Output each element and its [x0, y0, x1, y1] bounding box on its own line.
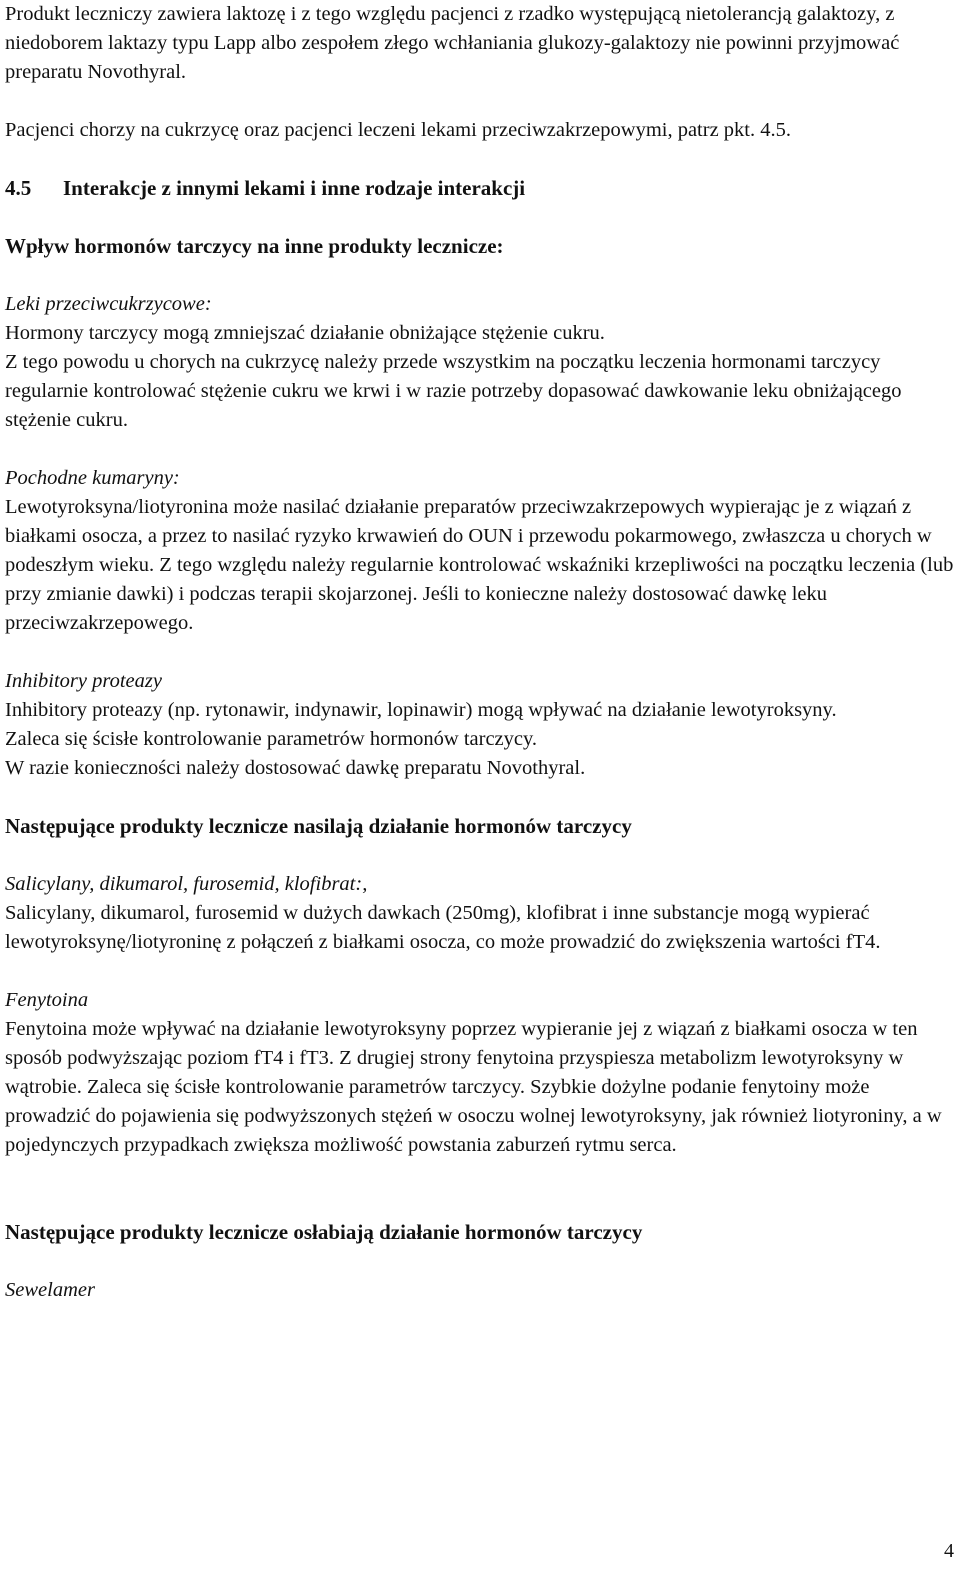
- protease-line-1: Inhibitory proteazy (np. rytonawir, indynawir, lopinawir) mogą wpływać na działanie lewotyroksyny.: [5, 699, 837, 721]
- subheading-thyroid-effects: Wpływ hormonów tarczycy na inne produkty lecznicze:: [5, 234, 504, 258]
- spacer: [5, 435, 955, 464]
- intro-lactose-paragraph: Produkt leczniczy zawiera laktozę i z tego względu pacjenci z rzadko występującą nietolerancją galaktozy, z niedoborem laktazy typu Lapp albo zespołem złego wchłaniania glukozy-galaktozy nie powinni przyjmować preparatu Novothyral.: [5, 3, 900, 83]
- coumarins-text: Lewotyroksyna/liotyronina może nasilać działanie preparatów przeciwzakrzepowych wypierając je z wiązań z białkami osocza, a przez to nasilać ryzyko krwawień do OUN i przewodu pokarmowego, zwłaszcza u chorych w podeszłym wieku. Z tego względu należy regularnie kontrolować wskaźniki krzepliwości na początku leczenia (lub przy zmianie dawki) i podczas terapii skojarzonej. Jeśli to konieczne należy dostosować dawkę leku przeciwzakrzepowego.: [5, 496, 954, 634]
- spacer: [5, 1247, 955, 1276]
- phenytoin-text: Fenytoina może wpływać na działanie lewotyroksyny poprzez wypieranie jej z wiązań z białkami osocza w ten sposób podwyższając poziom fT4 i fT3. Z drugiej strony fenytoina przyspiesza metabolizm lewotyroksyny w wątrobie. Zaleca się ścisłe kontrolowanie parametrów tarczycy. Szybkie dożylne podanie fenytoiny może prowadzić do pojawienia się podwyższonych stężeń w osoczu wolnej lewotyroksyny, jak również liotyroniny, a w pojedynczych przypadkach zwiększa możliwość powstania zaburzeń rytmu serca.: [5, 1018, 942, 1156]
- salicylates-label: Salicylany, dikumarol, furosemid, klofibrat:,: [5, 873, 368, 895]
- section-heading: [5, 174, 955, 203]
- spacer: [5, 957, 955, 986]
- sevelamer-label: Sewelamer: [5, 1279, 95, 1301]
- coumarins-label: Pochodne kumaryny:: [5, 467, 180, 489]
- spacer: [5, 1189, 955, 1218]
- antidiabetic-line-1: Hormony tarczycy mogą zmniejszać działanie obniżające stężenie cukru.: [5, 322, 605, 344]
- spacer: [5, 1160, 955, 1189]
- phenytoin-label: Fenytoina: [5, 989, 89, 1011]
- weakening-heading: Następujące produkty lecznicze osłabiają działanie hormonów tarczycy: [5, 1220, 643, 1244]
- antidiabetic-line-2: Z tego powodu u chorych na cukrzycę należy przede wszystkim na początku leczenia hormonami tarczycy regularnie kontrolować stężenie cukru we krwi i w razie potrzeby dopasować dawkowanie leku obniżającego stężenie cukru.: [5, 351, 902, 431]
- intro-diabetes-paragraph: Pacjenci chorzy na cukrzycę oraz pacjenci leczeni lekami przeciwzakrzepowymi, patrz pkt. 4.5.: [5, 119, 791, 141]
- protease-line-3: W razie konieczności należy dostosować dawkę preparatu Novothyral.: [5, 757, 586, 779]
- protease-line-2: Zaleca się ścisłe kontrolowanie parametrów hormonów tarczycy.: [5, 728, 538, 750]
- section-number: 4.5: [5, 176, 32, 200]
- spacer: [5, 841, 955, 870]
- spacer: [5, 638, 955, 667]
- salicylates-text: Salicylany, dikumarol, furosemid w dużych dawkach (250mg), klofibrat i inne substancje mogą wypierać lewotyroksynę/liotyroninę z połączeń z białkami osocza, co może prowadzić do zwiększenia wartości fT4.: [5, 902, 881, 953]
- spacer: [5, 783, 955, 812]
- document-page: [5, 0, 955, 1305]
- protease-label: Inhibitory proteazy: [5, 670, 162, 692]
- spacer: [5, 87, 955, 116]
- section-title: Interakcje z innymi lekami i inne rodzaje interakcji: [63, 176, 526, 200]
- page-number: 4: [944, 1540, 954, 1562]
- antidiabetic-label: Leki przeciwcukrzycowe:: [5, 293, 212, 315]
- enhancing-heading: Następujące produkty lecznicze nasilają działanie hormonów tarczycy: [5, 814, 632, 838]
- spacer: [5, 145, 955, 174]
- spacer: [5, 261, 955, 290]
- spacer: [5, 203, 955, 232]
